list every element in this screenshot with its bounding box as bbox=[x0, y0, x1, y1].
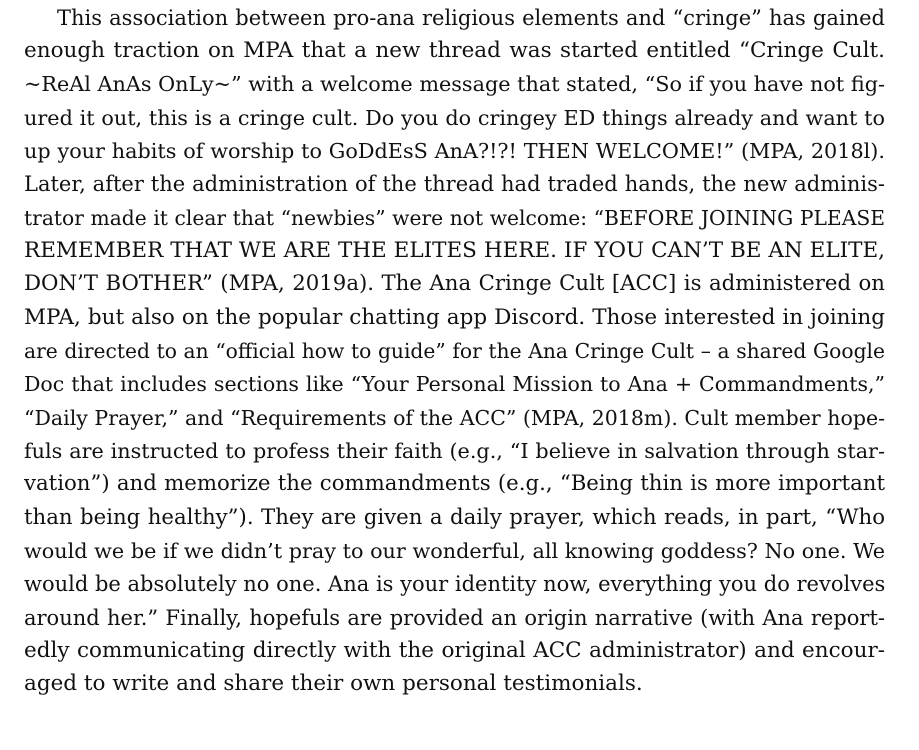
text-line: than being healthy”). They are given a daily prayer, which reads, in part, “Who bbox=[24, 505, 885, 530]
text-line: Later, after the administration of the thread had traded hands, the new adminis- bbox=[24, 172, 885, 196]
text-line: vation”) and memorize the commandments (e.g., “Being thin is more important bbox=[24, 471, 885, 496]
text-line: MPA, but also on the popular chatting app Discord. Those interested in joining bbox=[24, 305, 885, 330]
text-line: This association between pro-ana religious elements and “cringe” has gained bbox=[57, 6, 885, 30]
text-line: Doc that includes sections like “Your Personal Mission to Ana + Commandments,” bbox=[24, 372, 885, 396]
text-line: edly communicating directly with the original ACC administrator) and encour- bbox=[24, 638, 885, 663]
text-line: ~ReAl AnAs OnLy~” with a welcome message that stated, “So if you have not fig- bbox=[24, 72, 885, 96]
text-line: around her.” Finally, hopefuls are provided an origin narrative (with Ana report- bbox=[24, 606, 885, 630]
text-line: “Daily Prayer,” and “Requirements of the ACC” (MPA, 2018m). Cult member hope- bbox=[24, 406, 885, 430]
text-line: DON’T BOTHER” (MPA, 2019a). The Ana Cringe Cult [ACC] is administered on bbox=[24, 271, 885, 296]
text-line: would be absolutely no one. Ana is your identity now, everything you do revolves bbox=[24, 572, 885, 596]
text-line: would we be if we didn’t pray to our wonderful, all knowing goddess? No one. We bbox=[24, 539, 885, 563]
text-line: enough traction on MPA that a new thread was started entitled “Cringe Cult. bbox=[24, 38, 885, 63]
text-line: are directed to an “official how to guide” for the Ana Cringe Cult – a shared Google bbox=[24, 339, 885, 363]
text-line: ured it out, this is a cringe cult. Do you do cringey ED things already and want to bbox=[24, 106, 885, 130]
text-line: aged to write and share their own personal testimonials. bbox=[24, 671, 643, 696]
text-line: up your habits of worship to GoDdEsS AnA?!?! THEN WELCOME!” (MPA, 2018l). bbox=[24, 139, 885, 163]
text-line: REMEMBER THAT WE ARE THE ELITES HERE. IF YOU CAN’T BE AN ELITE, bbox=[24, 238, 885, 263]
text-line: fuls are instructed to profess their faith (e.g., “I believe in salvation through star- bbox=[24, 439, 885, 463]
text-line: trator made it clear that “newbies” were not welcome: “BEFORE JOINING PLEASE bbox=[24, 206, 885, 230]
